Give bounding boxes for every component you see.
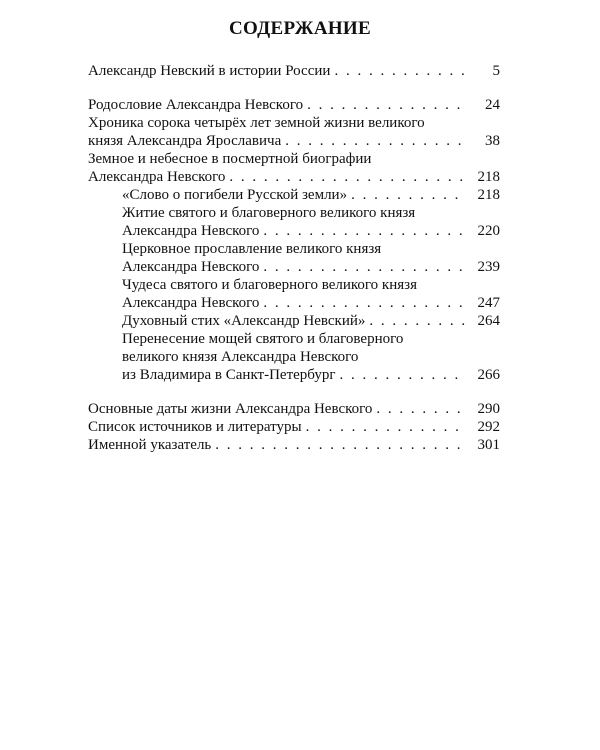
toc-entry-line bbox=[88, 62, 500, 80]
toc-leader-dots bbox=[229, 168, 466, 186]
toc-leader-dots bbox=[369, 312, 466, 330]
toc-entry-title: Александр Невский в истории России bbox=[88, 63, 331, 79]
toc-entry[interactable] bbox=[88, 114, 500, 150]
toc-entry[interactable] bbox=[88, 240, 500, 276]
toc-entry-line bbox=[122, 276, 500, 294]
toc-entry-line bbox=[122, 330, 500, 348]
toc-entry-line bbox=[88, 114, 500, 132]
toc-page-number: 218 bbox=[477, 169, 500, 185]
toc-entry-line bbox=[122, 204, 500, 222]
toc-entry[interactable] bbox=[88, 312, 500, 330]
toc-page-number: 38 bbox=[485, 133, 500, 149]
toc-entry[interactable] bbox=[88, 276, 500, 312]
toc-entry-line bbox=[88, 436, 500, 454]
toc-page-number: 266 bbox=[477, 367, 500, 383]
toc-leader-dots bbox=[285, 132, 466, 150]
toc-entry-line bbox=[122, 258, 500, 276]
toc-page-number: 290 bbox=[477, 401, 500, 417]
toc-leader-dots bbox=[263, 258, 466, 276]
toc-entry[interactable] bbox=[88, 150, 500, 186]
toc-entry-line bbox=[122, 294, 500, 312]
table-of-contents bbox=[88, 62, 500, 454]
toc-page-number: 292 bbox=[477, 419, 500, 435]
toc-page-number: 220 bbox=[477, 223, 500, 239]
toc-entry-title: Чудеса святого и благоверного великого князя bbox=[122, 277, 417, 293]
toc-leader-dots bbox=[334, 62, 466, 80]
toc-entry-title: Житие святого и благоверного великого князя bbox=[122, 205, 416, 221]
toc-page-number: 24 bbox=[485, 97, 500, 113]
toc-leader-dots bbox=[306, 418, 466, 436]
toc-entry-title: Родословие Александра Невского bbox=[88, 97, 304, 113]
toc-leader-dots bbox=[307, 96, 466, 114]
toc-entry-title: «Слово о погибели Русской земли» bbox=[122, 187, 348, 203]
toc-entry-title: из Владимира в Санкт-Петербург bbox=[122, 367, 336, 383]
toc-entry-title: Александра Невского bbox=[122, 295, 260, 311]
page-title: СОДЕРЖАНИЕ bbox=[229, 18, 371, 39]
toc-leader-dots bbox=[351, 186, 466, 204]
toc-leader-dots bbox=[263, 294, 466, 312]
toc-entry-title: Духовный стих «Александр Невский» bbox=[122, 313, 366, 329]
toc-page-number: 301 bbox=[477, 437, 500, 453]
toc-entry-line bbox=[88, 418, 500, 436]
toc-leader-dots bbox=[376, 400, 466, 418]
toc-entry-line bbox=[122, 222, 500, 240]
toc-entry-line bbox=[88, 400, 500, 418]
toc-leader-dots bbox=[263, 222, 466, 240]
toc-entry-title: Список источников и литературы bbox=[88, 419, 302, 435]
toc-entry[interactable] bbox=[88, 62, 500, 80]
toc-entry-title: Именной указатель bbox=[88, 437, 212, 453]
toc-entry-line bbox=[122, 348, 500, 366]
toc-entry-line bbox=[88, 132, 500, 150]
toc-entry-title: Перенесение мощей святого и благоверного bbox=[122, 331, 404, 347]
toc-entry[interactable] bbox=[88, 186, 500, 204]
toc-page-number: 264 bbox=[477, 313, 500, 329]
toc-entry-title: Александра Невского bbox=[88, 169, 226, 185]
toc-entry[interactable] bbox=[88, 330, 500, 384]
toc-page-number: 218 bbox=[477, 187, 500, 203]
toc-entry-title: Хроника сорока четырёх лет земной жизни великого bbox=[88, 115, 425, 131]
toc-entry[interactable] bbox=[88, 400, 500, 418]
toc-entry-title: Церковное прославление великого князя bbox=[122, 241, 382, 257]
toc-entry[interactable] bbox=[88, 436, 500, 454]
toc-entry-title: князя Александра Ярославича bbox=[88, 133, 282, 149]
toc-entry[interactable] bbox=[88, 418, 500, 436]
toc-entry-title: Земное и небесное в посмертной биографии bbox=[88, 151, 372, 167]
toc-page-number: 247 bbox=[477, 295, 500, 311]
toc-entry-line bbox=[122, 240, 500, 258]
toc-entry-title: Основные даты жизни Александра Невского bbox=[88, 401, 373, 417]
toc-leader-dots bbox=[215, 436, 466, 454]
toc-entry-title: Александра Невского bbox=[122, 223, 260, 239]
toc-entry[interactable] bbox=[88, 204, 500, 240]
toc-entry-line bbox=[122, 312, 500, 330]
toc-entry[interactable] bbox=[88, 96, 500, 114]
toc-entry-line bbox=[88, 168, 500, 186]
toc-leader-dots bbox=[340, 366, 466, 384]
toc-entry-title: Александра Невского bbox=[122, 259, 260, 275]
toc-entry-line bbox=[88, 96, 500, 114]
toc-entry-title: великого князя Александра Невского bbox=[122, 349, 359, 365]
toc-page-number: 5 bbox=[492, 63, 500, 79]
toc-page-number: 239 bbox=[477, 259, 500, 275]
toc-entry-line bbox=[122, 366, 500, 384]
toc-entry-line bbox=[88, 150, 500, 168]
toc-entry-line bbox=[122, 186, 500, 204]
